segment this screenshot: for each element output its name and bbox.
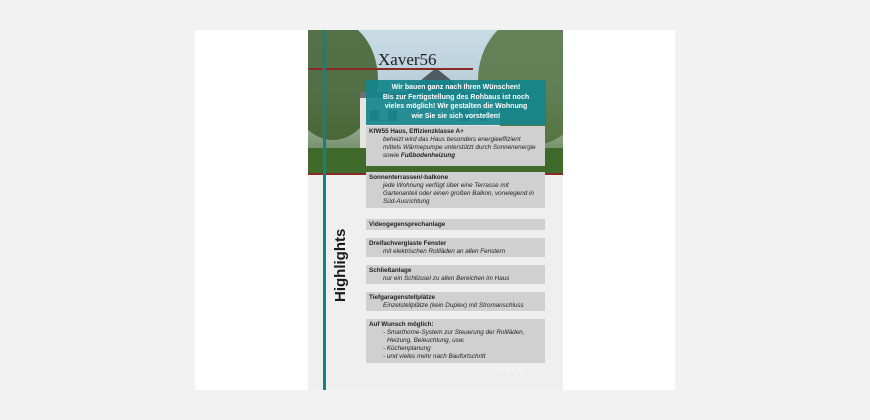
highlight-intercom [366,219,545,230]
highlight-list-item: - und vieles mehr nach Baufortschritt [383,353,486,360]
highlight-kfw55 [366,126,545,166]
highlight-title: Schließanlage [369,267,412,274]
highlight-emphasis: Fußbodenheizung [400,152,456,159]
highlight-terraces [366,172,545,208]
highlight-locking [366,265,545,284]
highlights-heading: Highlights [332,228,349,302]
highlight-text: Einzelstellplätze (kein Duplex) mit Stromanschluss [383,302,524,309]
banner-line: vieles möglich! Wir gestalten die Wohnung [384,103,528,110]
highlight-text: mit elektrischen Rollläden an allen Fenstern [383,248,506,255]
accent-bar [323,30,326,390]
highlight-text: beheizt wird das Haus besonders energieeffizient [383,136,521,143]
highlight-title: KfW55 Haus, Effizienzklasse A+ [369,128,464,135]
highlight-text: nur ein Schlüssel zu allen Bereichen im Haus [383,275,510,282]
highlight-title: Dreifachverglaste Fenster [369,240,447,247]
highlight-title: Sonnenterrassen/-balkone [369,174,449,181]
highlight-text: Süd-Ausrichtung [383,198,430,205]
highlight-windows [366,238,545,257]
highlight-list-item: Heizung, Beleuchtung, usw. [387,337,465,344]
highlight-garage [366,292,545,311]
highlight-text: Gartenanteil oder einen großen Balkon, vorwiegend in [383,190,534,197]
expose-page [308,30,563,390]
highlight-text: jede Wohnung verfügt über eine Terrasse mit [383,182,509,189]
banner-line: wie Sie sie sich vorstellen! [411,112,501,120]
highlight-title: Tiefgaragenstellplätze [369,294,436,301]
highlight-list-item: - Smarthome-System zur Steuerung der Rollläden, [383,329,525,336]
banner-line: Wir bauen ganz nach Ihren Wünschen! [391,84,521,91]
highlight-title: Videogegensprechanlage [369,221,446,228]
highlight-text: sowie Fußbodenheizung [383,152,456,159]
watermark: DAKA [498,366,526,373]
highlight-text: mittels Wärmepumpe unterstützt durch Sonnenenergie [383,144,536,151]
highlight-list-item: - Küchenplanung [383,345,431,352]
brand-title: Xaver56 [378,50,437,69]
intro-banner [366,80,546,125]
highlight-options [366,319,545,363]
highlight-title: Auf Wunsch möglich: [369,321,434,328]
banner-line: Bis zur Fertigstellung des Rohbaus ist noch [382,93,530,101]
